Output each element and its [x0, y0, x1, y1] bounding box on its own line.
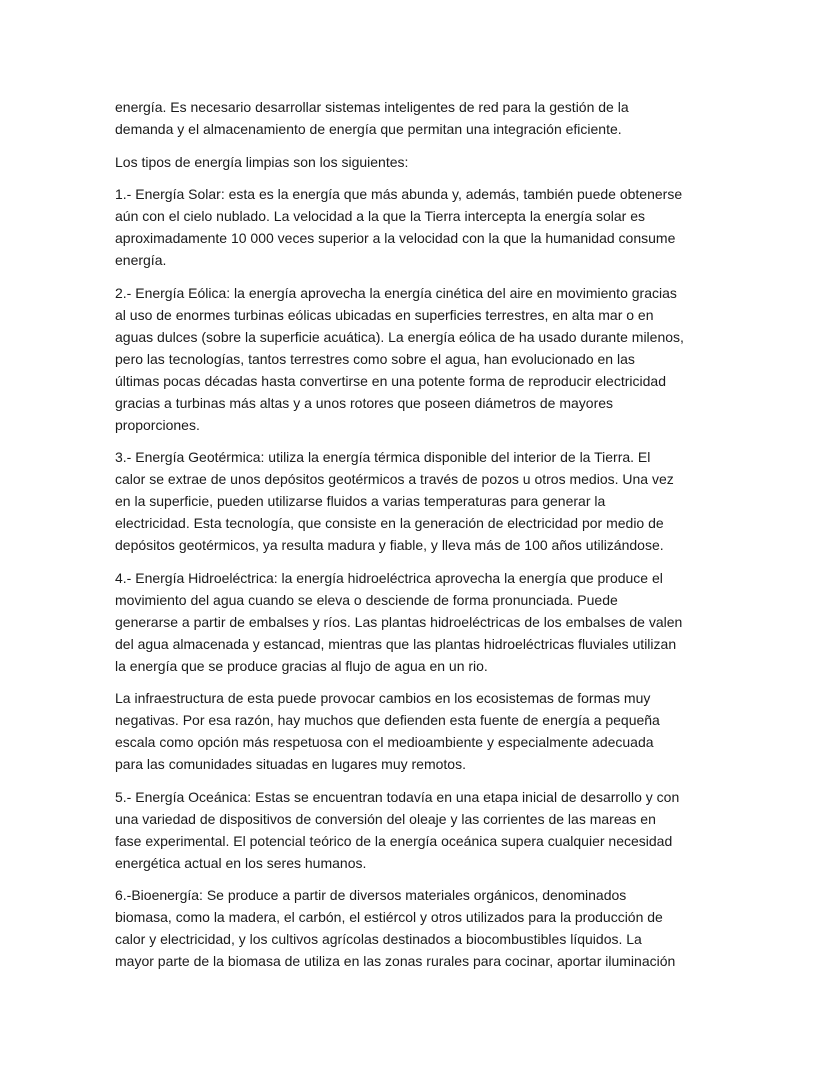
paragraph: [115, 786, 725, 874]
text-line: energética actual en los seres humanos.: [115, 854, 367, 871]
text-line: La infraestructura de esta puede provocar cambios en los ecosistemas de formas muy: [115, 690, 651, 706]
paragraph: [115, 446, 725, 556]
text-line: fase experimental. El potencial teórico de la energía oceánica supera cualquier necesidad: [115, 832, 673, 849]
paragraph: [115, 884, 725, 972]
text-line: gracias a turbinas más altas y a unos rotores que poseen diámetros de mayores: [115, 394, 614, 411]
text-line: generarse a partir de embalses y ríos. Las plantas hidroeléctricas de los embalses de valen: [115, 613, 683, 630]
text-line: calor y electricidad, y los cultivos agrícolas destinados a biocombustibles líquidos. La: [115, 931, 642, 947]
paragraph: [115, 96, 725, 140]
text-line: últimas pocas décadas hasta convertirse en una potente forma de reproducir electricidad: [115, 372, 666, 389]
text-line: negativas. Por esa razón, hay muchos que defienden esta fuente de energía a pequeña: [115, 712, 660, 728]
text-line: energía.: [115, 252, 167, 268]
text-line: aguas dulces (sobre la superficie acuática). La energía eólica de ha usado durante milenos,: [115, 328, 684, 345]
text-line: depósitos geotérmicos, ya resulta madura y fiable, y lleva más de 100 años utilizándose.: [115, 537, 664, 553]
text-line: una variedad de dispositivos de conversión del oleaje y las corrientes de las mareas en: [115, 810, 656, 827]
text-line: del agua almacenada y estancad, mientras que las plantas hidroeléctricas fluviales utilizan: [115, 635, 677, 652]
text-line: biomasa, como la madera, el carbón, el estiércol y otros utilizados para la producción de: [115, 909, 663, 925]
text-line: al uso de enormes turbinas eólicas ubicadas en superficies terrestres, en alta mar o en: [115, 306, 654, 323]
text-line: 4.- Energía Hidroeléctrica: la energía hidroeléctrica aprovecha la energía que produce el: [115, 569, 663, 586]
text-line: mayor parte de la biomasa de utiliza en las zonas rurales para cocinar, aportar iluminación: [115, 953, 676, 969]
paragraph: [115, 151, 725, 173]
text-line: movimiento del agua cuando se eleva o desciende de forma pronunciada. Puede: [115, 591, 618, 608]
text-line: la energía que se produce gracias al flujo de agua en un rio.: [115, 657, 488, 674]
text-line: aproximadamente 10 000 veces superior a la velocidad con la que la humanidad consume: [115, 230, 676, 246]
text-line: escala como opción más respetuosa con el medioambiente y especialmente adecuada: [115, 734, 654, 750]
text-line: calor se extrae de unos depósitos geotérmicos a través de pozos u otros medios. Una vez: [115, 471, 674, 487]
text-line: en la superficie, pueden utilizarse fluidos a varias temperaturas para generar la: [115, 493, 606, 509]
text-line: aún con el cielo nublado. La velocidad a la que la Tierra intercepta la energía solar es: [115, 208, 646, 224]
text-line: 6.-Bioenergía: Se produce a partir de diversos materiales orgánicos, denominados: [115, 887, 627, 903]
text-line: energía. Es necesario desarrollar sistemas inteligentes de red para la gestión de la: [115, 99, 629, 115]
text-line: pero las tecnologías, tantos terrestres como sobre el agua, han evolucionado en las: [115, 350, 635, 367]
paragraph: [115, 183, 725, 271]
text-line: electricidad. Esta tecnología, que consiste en la generación de electricidad por medio de: [115, 515, 664, 531]
text-line: 1.- Energía Solar: esta es la energía que más abunda y, además, también puede obtenerse: [115, 186, 683, 202]
text-line: Los tipos de energía limpias son los siguientes:: [115, 153, 409, 170]
document-page: [115, 96, 725, 983]
text-line: demanda y el almacenamiento de energía que permitan una integración eficiente.: [115, 121, 622, 137]
text-line: proporciones.: [115, 416, 200, 433]
text-line: 3.- Energía Geotérmica: utiliza la energía térmica disponible del interior de la Tierra. El: [115, 449, 651, 465]
paragraph: [115, 687, 725, 775]
paragraph: [115, 282, 725, 436]
text-line: 5.- Energía Oceánica: Estas se encuentran todavía en una etapa inicial de desarrollo y con: [115, 788, 680, 805]
text-line: para las comunidades situadas en lugares muy remotos.: [115, 756, 466, 772]
text-line: 2.- Energía Eólica: la energía aprovecha la energía cinética del aire en movimiento gracias: [115, 284, 677, 301]
paragraph: [115, 567, 725, 677]
